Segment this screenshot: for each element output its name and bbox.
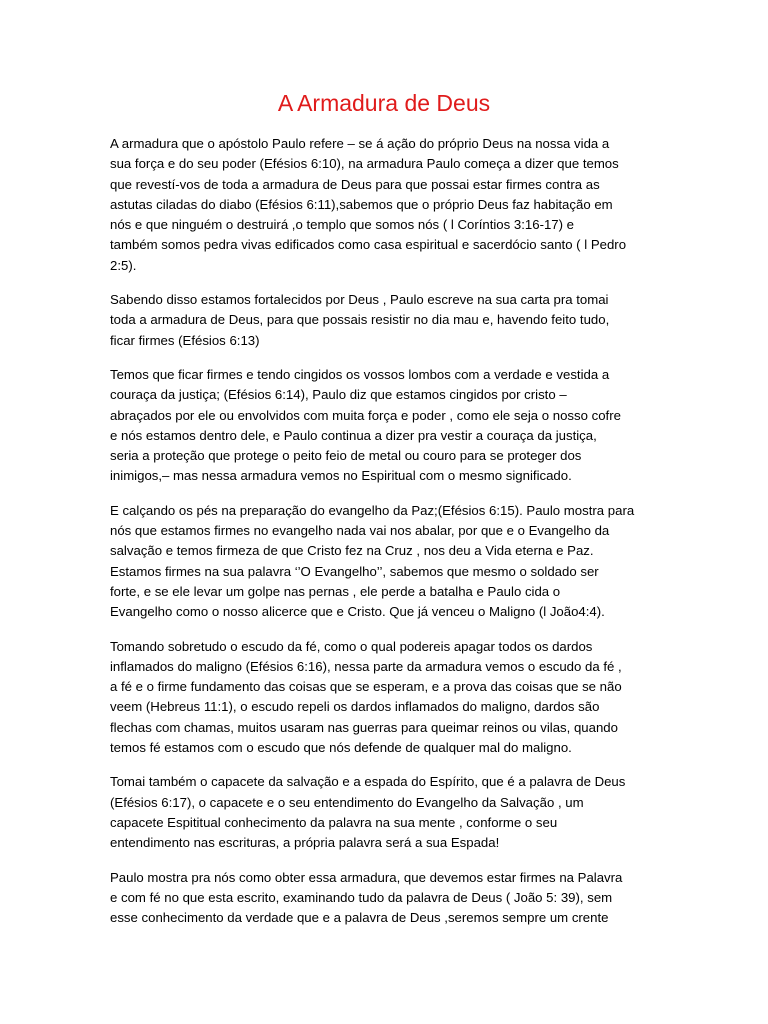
text-line: ficar firmes (Efésios 6:13) [110,332,260,348]
text-line: também somos pedra vivas edificados como casa espiritual e sacerdócio santo ( l Pedro [110,237,627,253]
text-line: Estamos firmes na sua palavra ‘’O Evangelho’’, sabemos que mesmo o soldado ser [110,563,599,579]
text-line: nós que estamos firmes no evangelho nada vai nos abalar, por que e o Evangelho da [110,523,610,539]
text-line: entendimento nas escrituras, a própria palavra será a sua Espada! [110,835,500,851]
text-line: forte, e se ele levar um golpe nas pernas , ele perde a batalha e Paulo cida o [110,583,561,599]
text-line: inimigos,– mas nessa armadura vemos no Espiritual com o mesmo significado. [110,468,572,484]
text-line: astutas ciladas do diabo (Efésios 6:11),sabemos que o próprio Deus faz habitação em [110,196,613,212]
text-line: veem (Hebreus 11:1), o escudo repeli os dardos inflamados do maligno, dardos são [110,699,600,715]
paragraph-3 [110,365,662,487]
text-line: temos fé estamos com o escudo que nós defende de qualquer mal do maligno. [110,740,572,756]
paragraph-1 [110,134,662,276]
text-line: 2:5). [110,257,137,273]
text-line: inflamados do maligno (Efésios 6:16), nessa parte da armadura vemos o escudo da fé , [110,658,622,674]
paragraph-5 [110,637,662,759]
text-line: nós e que ninguém o destruirá ,o templo que somos nós ( l Coríntios 3:16-17) e [110,217,575,233]
text-line: Tomando sobretudo o escudo da fé, como o qual podereis apagar todos os dardos [110,638,593,654]
text-line: Sabendo disso estamos fortalecidos por Deus , Paulo escreve na sua carta pra tomai [110,292,609,308]
paragraph-4 [110,501,662,623]
text-line: Temos que ficar firmes e tendo cingidos os vossos lombos com a verdade e vestida a [110,366,610,382]
text-line: Evangelho como o nosso alicerce que e Cristo. Que já venceu o Maligno (l João4:4). [110,604,605,620]
text-line: (Efésios 6:17), o capacete e o seu entendimento do Evangelho da Salvação , um [110,794,584,810]
text-line: salvação e temos firmeza de que Cristo fez na Cruz , nos deu a Vida eterna e Paz. [110,543,594,559]
text-line: abraçados por ele ou envolvidos com muita força e poder , como ele seja o nosso cofre [110,407,621,423]
document-body [110,134,662,942]
page-title: A Armadura de Deus [277,90,491,116]
text-line: que revestí-vos de toda a armadura de Deus para que possai estar firmes contra as [110,176,600,192]
text-line: toda a armadura de Deus, para que possais resistir no dia mau e, havendo feito tudo, [110,312,610,328]
text-line: capacete Espititual conhecimento da palavra na sua mente , conforme o seu [110,814,558,830]
text-line: couraça da justiça; (Efésios 6:14), Paulo diz que estamos cingidos por cristo – [110,387,567,403]
paragraph-7 [110,868,662,929]
text-line: flechas com chamas, muitos usaram nas guerras para queimar reinos ou vilas, quando [110,719,618,735]
text-line: E calçando os pés na preparação do evangelho da Paz;(Efésios 6:15). Paulo mostra para [110,502,635,518]
text-line: sua força e do seu poder (Efésios 6:10), na armadura Paulo começa a dizer que temos [110,156,619,172]
text-line: Paulo mostra pra nós como obter essa armadura, que devemos estar firmes na Palavra [110,869,623,885]
text-line: A armadura que o apóstolo Paulo refere – se á ação do próprio Deus na nossa vida a [110,136,610,151]
text-line: seria a proteção que protege o peito feio de metal ou couro para se proteger dos [110,448,582,464]
text-line: e nós estamos dentro dele, e Paulo continua a dizer pra vestir a couraça da justiça, [110,427,597,443]
text-line: esse conhecimento da verdade que e a palavra de Deus ,seremos sempre um crente [110,910,609,926]
paragraph-2 [110,290,662,351]
text-line: e com fé no que esta escrito, examinando tudo da palavra de Deus ( João 5: 39), sem [110,889,613,905]
paragraph-6 [110,772,662,853]
text-line: Tomai também o capacete da salvação e a espada do Espírito, que é a palavra de Deus [110,774,626,790]
text-line: a fé e o firme fundamento das coisas que se esperam, e a prova das coisas que se não [110,679,622,695]
